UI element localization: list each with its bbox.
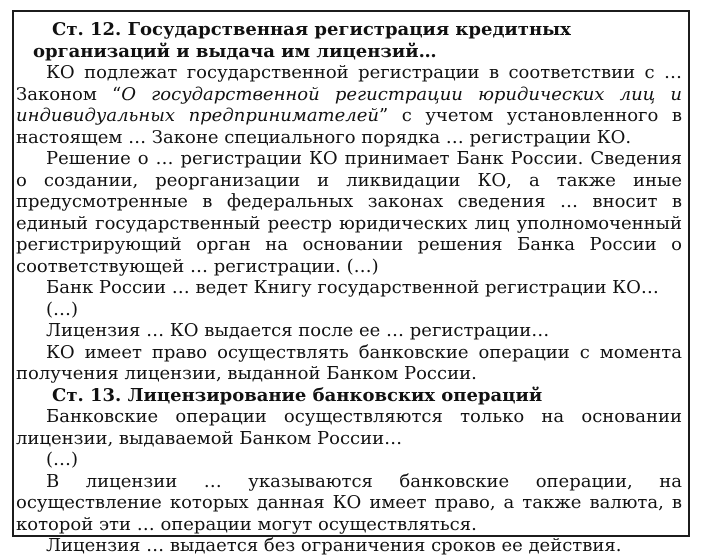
text-segment-italic: О государственной регистрации юридических лиц и индивидуальных предпринимателей (16, 83, 682, 126)
article-paragraph (16, 277, 682, 299)
text-segment-normal: Лицензия … выдается без ограничения сроков ее действия. (46, 535, 622, 556)
text-segment-normal: В лицензии … указываются банковские операции, на осуществление которых данная КО имеет право, а также валюта, в которой эти … операции могут осуществляться. (16, 470, 682, 535)
article-paragraph (16, 406, 682, 449)
text-segment-normal: Решение о … регистрации КО принимает Банк России. Сведения о создании, реорганизации и ликвидации КО, а также иные предусмотренные в федеральных законах сведения … вносит в единый государственный реестр юридических лиц уполномоченный регистрирующий орган на основании решения Банка России о соответствующей … регистрации. (…) (16, 148, 682, 277)
text-segment-normal: КО подлежат государственной регистрации в соответствии с … Законом “ (16, 62, 682, 105)
text-segment-bold: Ст. 13. Лицензирование банковских операций (52, 384, 543, 406)
article-heading (16, 385, 682, 407)
article-paragraph (16, 320, 682, 342)
article-paragraph (16, 342, 682, 385)
text-segment-normal: (…) (46, 449, 79, 470)
article-paragraph (16, 62, 682, 148)
text-segment-normal: ” с учетом установленного в настоящем … Законе специального порядка … регистрации КО. (16, 105, 682, 148)
article-paragraph (16, 299, 682, 321)
article-paragraph (16, 535, 682, 557)
text-segment-normal: (…) (46, 298, 79, 320)
article-paragraph (16, 148, 682, 277)
text-segment-normal: КО имеет право осуществлять банковские операции с момента получения лицензии, выданной Банком России. (16, 341, 682, 384)
text-segment-normal: Лицензия … КО выдается после ее … регистрации… (46, 320, 550, 341)
article-paragraph (16, 449, 682, 471)
text-segment-bold: Ст. 12. Государственная регистрация кредитных организаций и выдача им лицензий… (33, 19, 571, 62)
document-frame (12, 10, 690, 556)
article-heading (16, 19, 682, 62)
text-segment-normal: Банк России … ведет Книгу государственной регистрации КО… (46, 277, 659, 298)
text-segment-normal: Банковские операции осуществляются только на основании лицензии, выдаваемой Банком России… (16, 406, 682, 449)
article-text (16, 19, 682, 557)
article-paragraph (16, 471, 682, 536)
